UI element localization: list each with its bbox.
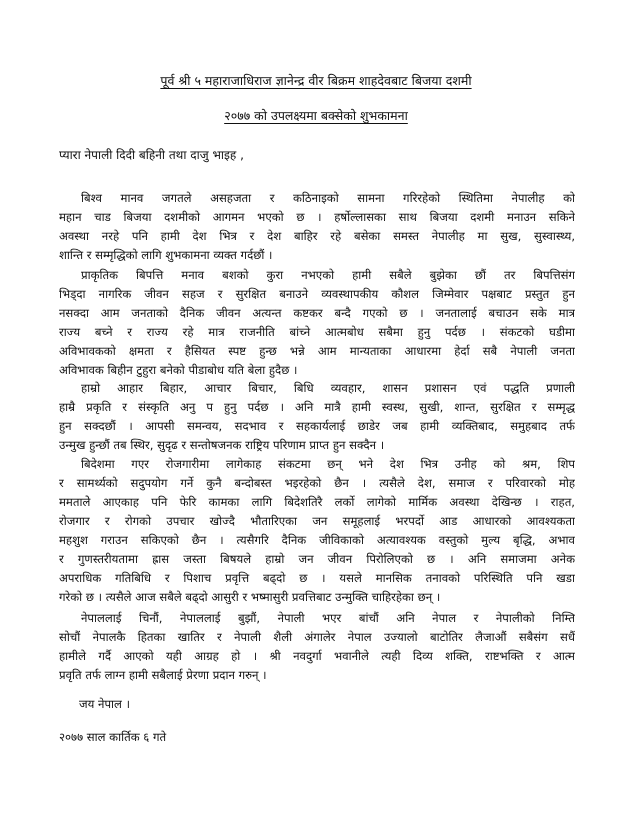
paragraph-5	[59, 609, 575, 685]
letter-title-line-2: २०७७ को उपलक्ष्यमा बक्सेको शुभकामना	[224, 108, 408, 123]
paragraph-line: प्रवृति तर्फ लाग्न हामी सबैलाई प्रेरणा प्रदान गरुन् ।	[59, 668, 267, 682]
paragraph-line: हामीले गर्दै आएको यही आग्रह हो । श्री नवदुर्गा भवानीले त्यही दिव्य शक्ति, राष्टभक्ति र आत्म	[59, 649, 575, 663]
salutation: प्यारा नेपाली दिदी बहिनी तथा दाजु भाइह ,	[59, 148, 244, 162]
paragraph-line: नेपाललाई चिनौं, नेपाललाई बुझौं, नेपाली भएर बांचौं अनि नेपाल र नेपालीको निम्ति	[81, 611, 575, 625]
letter-date: २०७७ साल कार्तिक ६ गते	[59, 730, 167, 744]
paragraph-line: बिश्व मानव जगतले असहजता र कठिनाइको सामना गरिरहेको स्थितिमा नेपालीह को	[81, 191, 575, 205]
paragraph-line: अविभावक बिहीन टुहुरा बनेको पीडाबोध यति बेला हुदैछ ।	[59, 363, 298, 377]
paragraph-2	[59, 266, 575, 380]
paragraph-line: नसक्दा आम जनताको दैनिक जीवन अत्यन्त कष्टकर बन्दै गएको छ । जनतालाई बचाउन सके मात्र	[59, 306, 575, 320]
paragraph-line: भिड्दा नागरिक जीवन सहज र सुरक्षित बनाउने व्यवस्थापकीय कौशल जिम्मेवार पक्षबाट प्रस्तुत हुन	[59, 287, 575, 301]
letter-title-line-1: पूर्व श्री ५ महाराजाधिराज ज्ञानेन्द्र वीर बिक्रम शाहदेवबाट बिजया दशमी	[160, 73, 472, 88]
paragraph-line: बिदेशमा गएर रोजगारीमा लागेकाह संकटमा छन् भने देश भित्र उनीह को श्रम, शिप	[81, 457, 575, 471]
paragraph-line: र सामर्थ्यको सदुपयोग गर्ने कुनै बन्दोबस्त भइरहेको छैन । त्यसैले देश, समाज र परिवारको मोह	[59, 476, 575, 490]
paragraph-line: गरेको छ । त्यसैले आज सबैले बढ्दो आसुरी र भष्मासुरी प्रवत्तिबाट उन्मुक्ति चाहिरहेका छन् ।	[59, 590, 441, 604]
paragraph-line: हुन सक्दछौं । आपसी समन्वय, सदभाव र सहकार्यलाई छाडेर जब हामी व्यक्तिबाद, समुहबाद तर्फ	[59, 419, 575, 433]
paragraph-line: अपराधिक गतिबिधि र पिशाच प्रवृत्ति बढ्दो छ । यसले मानसिक तनावको परिस्थिति पनि खडा	[59, 571, 575, 585]
paragraph-line: प्राकृतिक बिपत्ति मनाव बशको कुरा नभएको हामी सबैले बुझेका छौं तर बिपत्तिसंग	[81, 268, 575, 282]
paragraph-line: र गुणस्तरीयतामा ह्रास जस्ता बिषयले हाम्रो जन जीवन पिरोलिएको छ । अनि समाजमा अनेक	[59, 552, 575, 566]
paragraph-1	[59, 189, 575, 265]
paragraph-4	[59, 455, 575, 607]
paragraph-line: हाम्रो आहार बिहार, आचार बिचार, बिधि व्यवहार, शासन प्रशासन एवं पद्धति प्रणाली	[81, 381, 575, 395]
paragraph-line: रोजगार र रोगको उपचार खोज्दै भौतारिएका जन समूहलाई भरपर्दो आड आधारको आवश्यकता	[59, 514, 575, 528]
paragraph-line: अविभावकको क्षमता र हैसियत स्पष्ट हुन्छ भन्ने आम मान्यताका आधारमा हेर्दा सबै नेपाली जनता	[59, 344, 575, 358]
paragraph-line: अवस्था नरहे पनि हामी देश भित्र र देश बाहिर रहे बसेका समस्त नेपालीह मा सुख, सुस्वास्थ्य,	[59, 229, 575, 243]
paragraph-line: शान्ति र सम्मृद्धिको लागि शुभकामना व्यक्त गर्दछौं ।	[59, 248, 273, 262]
paragraph-line: हाम्रै प्रकृति र संस्कृति अनु प हुनु पर्दछ । अनि मात्रै हामी स्वस्थ, सुखी, शान्त, सुरक्षित र सम्मृद्ध	[59, 400, 575, 414]
paragraph-line: ममतालेे आएकाह पनि फेरि कामका लागि बिदेशतिरै लर्को लागेको मार्मिक अवस्था देखिन्छ । राहत,	[59, 495, 575, 509]
paragraph-line: राज्य बच्ने र राज्य रहे मात्र राजनीति बांच्ने आत्मबोध सबैमा हुनु पर्दछ । संकटको घडीमा	[59, 325, 575, 339]
paragraph-line: महान चाड बिजया दशमीको आगमन भएको छ । हर्षोल्लासका साथ बिजया दशमी मनाउन सकिने	[59, 210, 575, 224]
closing-line: जय नेपाल ।	[79, 697, 130, 711]
paragraph-3	[59, 379, 575, 455]
paragraph-line: उन्मुख हुन्छौं तब स्थिर, सुदृढ र सन्तोषजनक राष्ट्रिय परिणाम प्राप्त हुन सक्दैन ।	[59, 438, 385, 452]
paragraph-line: महशुश गराउन सकिएको छैन । त्यसैगरि दैनिक जीविकाको अत्यावश्यक वस्तुको मुल्य बृद्धि, अभाव	[59, 533, 575, 547]
paragraph-line: सोचौं नेपालकै हितका खातिर र नेपाली शैली अंगालेर नेपाल उज्यालो बाटोतिर लैजाऔं सबैसंग सधैं	[59, 630, 575, 644]
